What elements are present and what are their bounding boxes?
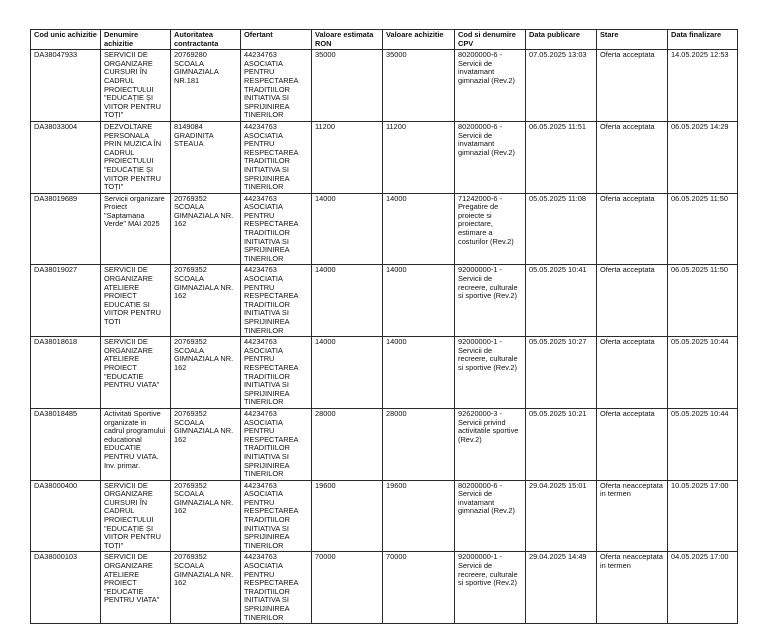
cell-cpv: 80200000-6 - Servicii de invatamant gimnazial (Rev.2)	[455, 480, 526, 552]
cell-stare: Oferta acceptata	[597, 408, 668, 480]
cell-denumire: Activitati Sportive organizate in cadrul programului educational EDUCATIE PENTRU VIATA. Inv. primar.	[101, 408, 171, 480]
header-cell: Denumire achizitie	[101, 30, 171, 50]
cell-autoritate: 20769352 SCOALA GIMNAZIALA NR. 162	[171, 552, 241, 624]
cell-data-publicare: 05.05.2025 11:08	[526, 193, 597, 265]
table-row	[31, 50, 738, 122]
cell-stare: Oferta acceptata	[597, 121, 668, 193]
cell-data-finalizare: 14.05.2025 12:53	[668, 50, 738, 122]
header-cell: Autoritatea contractanta	[171, 30, 241, 50]
cell-stare: Oferta neacceptata in termen	[597, 480, 668, 552]
cell-valoare-estimata: 11200	[312, 121, 383, 193]
cell-ofertant: 44234763 ASOCIATIA PENTRU RESPECTAREA TRADITIILOR INITIATIVA SI SPRIJINIREA TINERILOR	[241, 337, 312, 409]
cell-autoritate: 20769352 SCOALA GIMNAZIALA NR. 162	[171, 337, 241, 409]
cell-valoare-estimata: 70000	[312, 552, 383, 624]
cell-valoare-achizitie: 14000	[383, 265, 455, 337]
header-row	[31, 30, 738, 50]
cell-data-finalizare: 05.05.2025 10:44	[668, 337, 738, 409]
cell-valoare-achizitie: 70000	[383, 552, 455, 624]
cell-valoare-achizitie: 28000	[383, 408, 455, 480]
cell-valoare-estimata: 14000	[312, 337, 383, 409]
cell-cpv: 71242000-6 - Pregatire de proiecte si proiectare, estimare a costurilor (Rev.2)	[455, 193, 526, 265]
cell-valoare-estimata: 35000	[312, 50, 383, 122]
cell-data-finalizare: 05.05.2025 10:44	[668, 408, 738, 480]
cell-cod-achizitie: DA38000400	[31, 480, 101, 552]
cell-denumire: DEZVOLTARE PERSONALA PRIN MUZICA ÎN CADRUL PROIECTULUI "EDUCAȚIE ȘI VIITOR PENTRU TOȚI"	[101, 121, 171, 193]
cell-valoare-estimata: 14000	[312, 265, 383, 337]
header-cell: Ofertant	[241, 30, 312, 50]
cell-cod-achizitie: DA38018618	[31, 337, 101, 409]
cell-ofertant: 44234763 ASOCIATIA PENTRU RESPECTAREA TRADITIILOR INITIATIVA SI SPRIJINIREA TINERILOR	[241, 552, 312, 624]
cell-data-finalizare: 06.05.2025 11:50	[668, 193, 738, 265]
cell-cod-achizitie: DA38047933	[31, 50, 101, 122]
cell-denumire: Servicii organizare Proiect "Saptamana Verde" MAI 2025	[101, 193, 171, 265]
cell-denumire: SERVICII DE ORGANIZARE ATELIERE PROIECT "EDUCATIE PENTRU VIATA"	[101, 337, 171, 409]
cell-data-publicare: 29.04.2025 14:49	[526, 552, 597, 624]
table-row	[31, 265, 738, 337]
cell-cpv: 92000000-1 - Servicii de recreere, culturale si sportive (Rev.2)	[455, 265, 526, 337]
table-row	[31, 121, 738, 193]
cell-cod-achizitie: DA38019027	[31, 265, 101, 337]
cell-cpv: 92620000-3 - Servicii privind activitatile sportive (Rev.2)	[455, 408, 526, 480]
header-cell: Data publicare	[526, 30, 597, 50]
cell-data-publicare: 07.05.2025 13:03	[526, 50, 597, 122]
cell-autoritate: 8149084 GRADINITA STEAUA	[171, 121, 241, 193]
procurement-table-container	[30, 29, 737, 624]
cell-valoare-achizitie: 14000	[383, 337, 455, 409]
cell-valoare-achizitie: 19600	[383, 480, 455, 552]
cell-valoare-achizitie: 14000	[383, 193, 455, 265]
procurement-table	[30, 29, 738, 624]
cell-cpv: 80200000-6 - Servicii de invatamant gimnazial (Rev.2)	[455, 121, 526, 193]
cell-autoritate: 20769352 SCOALA GIMNAZIALA NR. 162	[171, 193, 241, 265]
cell-data-publicare: 29.04.2025 15:01	[526, 480, 597, 552]
cell-autoritate: 20769352 SCOALA GIMNAZIALA NR. 162	[171, 480, 241, 552]
cell-autoritate: 20769280 SCOALA GIMNAZIALA NR.181	[171, 50, 241, 122]
table-row	[31, 337, 738, 409]
header-cell: Cod unic achizitie	[31, 30, 101, 50]
table-row	[31, 193, 738, 265]
cell-ofertant: 44234763 ASOCIATIA PENTRU RESPECTAREA TRADITIILOR INITIATIVA SI SPRIJINIREA TINERILOR	[241, 408, 312, 480]
table-row	[31, 408, 738, 480]
cell-valoare-achizitie: 11200	[383, 121, 455, 193]
cell-stare: Oferta neacceptata in termen	[597, 552, 668, 624]
table-row	[31, 552, 738, 624]
cell-cod-achizitie: DA38033004	[31, 121, 101, 193]
cell-cod-achizitie: DA38000103	[31, 552, 101, 624]
cell-denumire: SERVICII DE ORGANIZARE CURSURI ÎN CADRUL PROIECTULUI "EDUCAȚIE ȘI VIITOR PENTRU TOȚI"	[101, 50, 171, 122]
cell-ofertant: 44234763 ASOCIATIA PENTRU RESPECTAREA TRADITIILOR INITIATIVA SI SPRIJINIREA TINERILOR	[241, 480, 312, 552]
header-cell: Stare	[597, 30, 668, 50]
cell-valoare-estimata: 14000	[312, 193, 383, 265]
cell-data-publicare: 05.05.2025 10:21	[526, 408, 597, 480]
cell-cpv: 92000000-1 - Servicii de recreere, culturale si sportive (Rev.2)	[455, 337, 526, 409]
cell-denumire: SERVICII DE ORGANIZARE CURSURI ÎN CADRUL PROIECTULUI "EDUCAȚIE ȘI VIITOR PENTRU TOȚI"	[101, 480, 171, 552]
table-row	[31, 480, 738, 552]
cell-stare: Oferta acceptata	[597, 50, 668, 122]
cell-data-publicare: 05.05.2025 10:41	[526, 265, 597, 337]
header-cell: Cod si denumire CPV	[455, 30, 526, 50]
cell-cod-achizitie: DA38019689	[31, 193, 101, 265]
cell-valoare-estimata: 28000	[312, 408, 383, 480]
cell-cpv: 80200000-6 - Servicii de invatamant gimnazial (Rev.2)	[455, 50, 526, 122]
cell-cpv: 92000000-1 - Servicii de recreere, culturale si sportive (Rev.2)	[455, 552, 526, 624]
cell-ofertant: 44234763 ASOCIATIA PENTRU RESPECTAREA TRADITIILOR INITIATIVA SI SPRIJINIREA TINERILOR	[241, 50, 312, 122]
header-cell: Valoare estimata RON	[312, 30, 383, 50]
cell-ofertant: 44234763 ASOCIATIA PENTRU RESPECTAREA TRADITIILOR INITIATIVA SI SPRIJINIREA TINERILOR	[241, 265, 312, 337]
cell-autoritate: 20769352 SCOALA GIMNAZIALA NR. 162	[171, 408, 241, 480]
header-cell: Data finalizare	[668, 30, 738, 50]
cell-valoare-achizitie: 35000	[383, 50, 455, 122]
cell-stare: Oferta acceptata	[597, 193, 668, 265]
cell-valoare-estimata: 19600	[312, 480, 383, 552]
cell-data-finalizare: 06.05.2025 11:50	[668, 265, 738, 337]
cell-data-publicare: 06.05.2025 11:51	[526, 121, 597, 193]
cell-data-publicare: 05.05.2025 10:27	[526, 337, 597, 409]
cell-denumire: SERVICII DE ORGANIZARE ATELIERE PROIECT EDUCATIE SI VIITOR PENTRU TOTI	[101, 265, 171, 337]
header-cell: Valoare achizitie	[383, 30, 455, 50]
cell-cod-achizitie: DA38018485	[31, 408, 101, 480]
cell-ofertant: 44234763 ASOCIATIA PENTRU RESPECTAREA TRADITIILOR INITIATIVA SI SPRIJINIREA TINERILOR	[241, 193, 312, 265]
cell-stare: Oferta acceptata	[597, 265, 668, 337]
cell-data-finalizare: 06.05.2025 14:29	[668, 121, 738, 193]
cell-ofertant: 44234763 ASOCIATIA PENTRU RESPECTAREA TRADITIILOR INITIATIVA SI SPRIJINIREA TINERILOR	[241, 121, 312, 193]
cell-denumire: SERVICII DE ORGANIZARE ATELIERE PROIECT "EDUCATIE PENTRU VIATA"	[101, 552, 171, 624]
cell-data-finalizare: 10.05.2025 17:00	[668, 480, 738, 552]
cell-data-finalizare: 04.05.2025 17:00	[668, 552, 738, 624]
cell-stare: Oferta acceptata	[597, 337, 668, 409]
cell-autoritate: 20769352 SCOALA GIMNAZIALA NR. 162	[171, 265, 241, 337]
